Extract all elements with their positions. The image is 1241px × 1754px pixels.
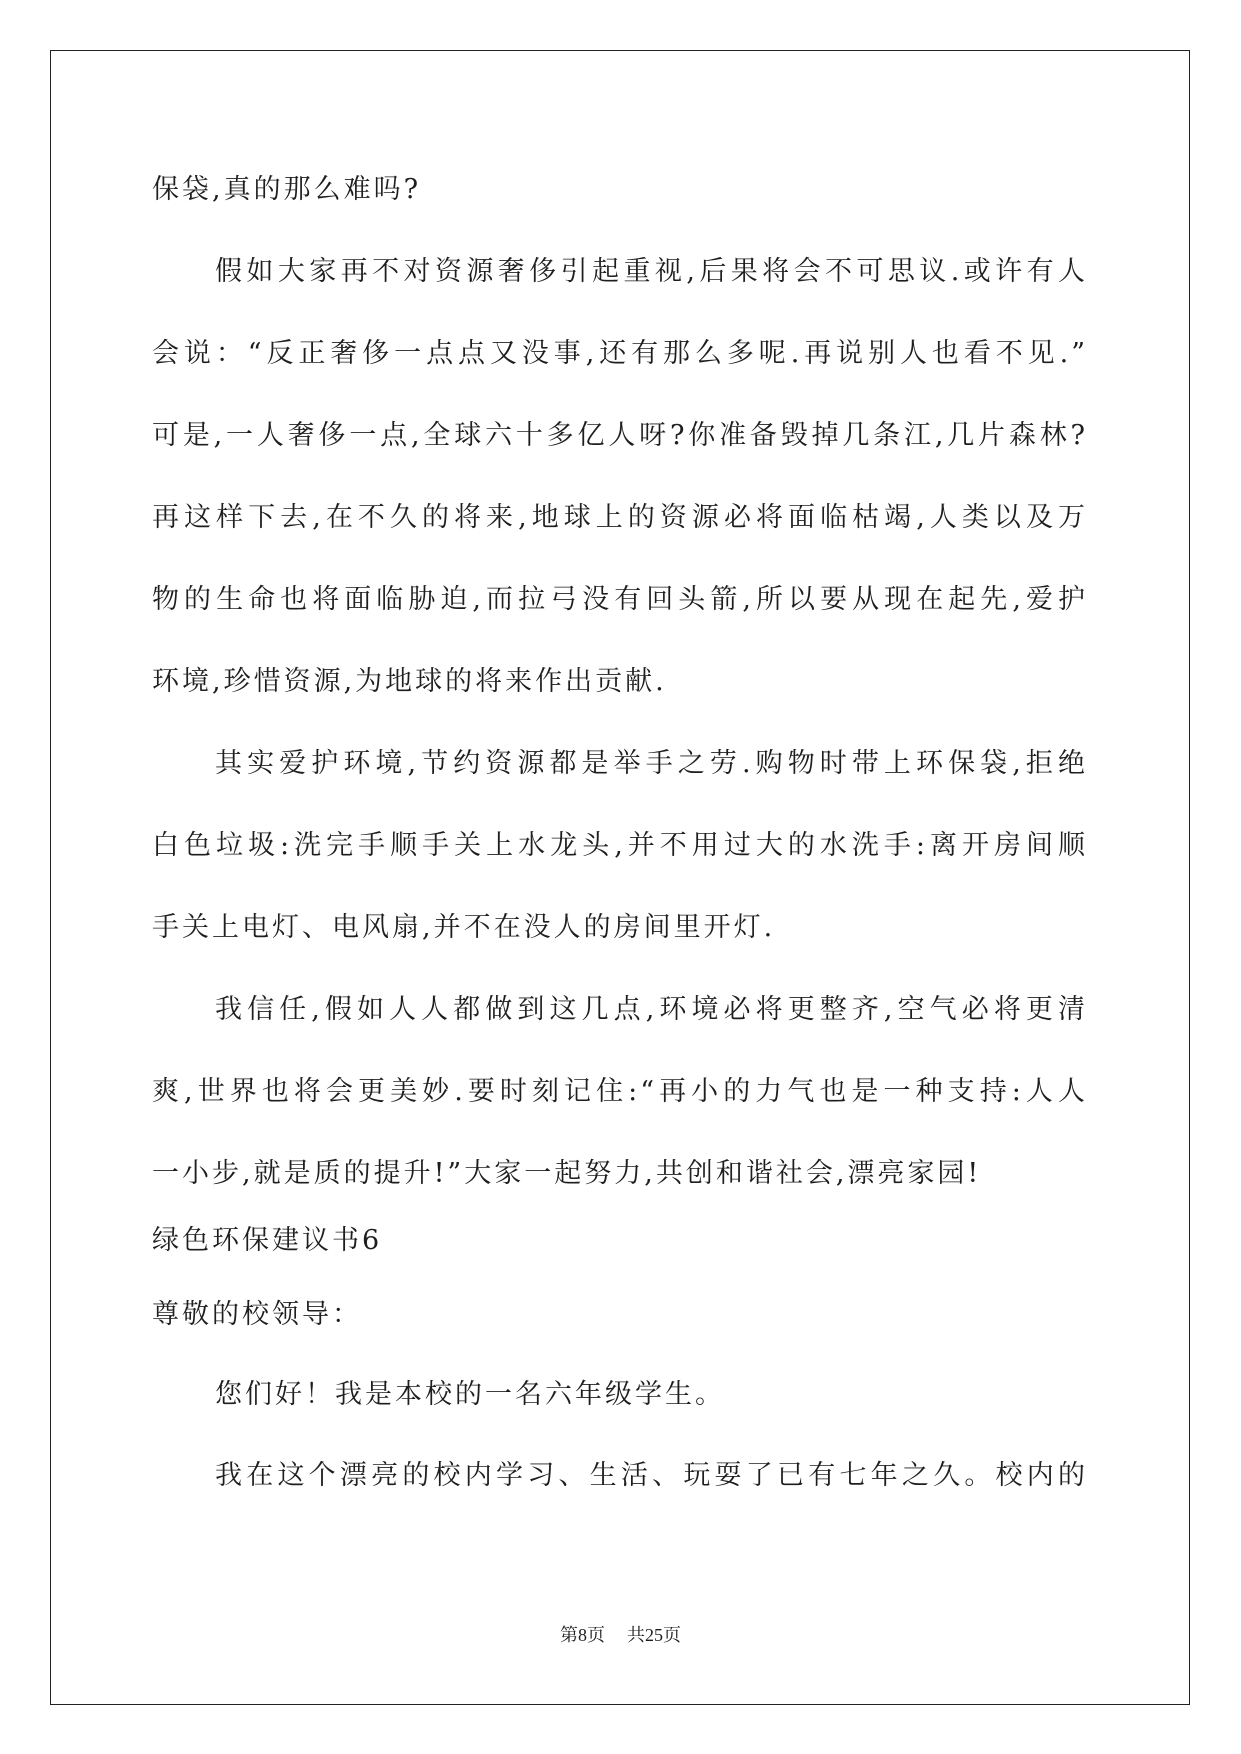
text-line: 手关上电灯、电风扇,并不在没人的房间里开灯. (152, 912, 776, 943)
text-line: 可是,一人奢侈一点,全球六十多亿人呀?你准备毁掉几条江,几片森林? (152, 420, 1088, 451)
greeting-line: 您们好！我是本校的一名六年级学生。 (215, 1379, 725, 1410)
paragraph-first-line: 我在这个漂亮的校内学习、生活、玩耍了已有七年之久。校内的 (215, 1460, 1088, 1491)
text-line: 物的生命也将面临胁迫,而拉弓没有回头箭,所以要从现在起先,爱护 (152, 584, 1088, 615)
page-footer (0, 1622, 1241, 1648)
paragraph-first-line: 其实爱护环境,节约资源都是举手之劳.购物时带上环保袋,拒绝 (215, 748, 1088, 779)
page-total: 共25页 (627, 1625, 681, 1645)
paragraph-first-line: 我信任,假如人人都做到这几点,环境必将更整齐,空气必将更清 (215, 994, 1088, 1025)
text-line: 一小步,就是质的提升!”大家一起努力,共创和谐社会,漂亮家园! (152, 1158, 982, 1189)
text-line: 保袋,真的那么难吗? (152, 174, 422, 205)
body-text (152, 149, 1088, 1215)
paragraph-first-line: 假如大家再不对资源奢侈引起重视,后果将会不可思议.或许有人 (215, 256, 1088, 287)
text-line: 爽,世界也将会更美妙.要时刻记住:“再小的力气也是一种支持:人人 (152, 1076, 1088, 1107)
text-line: 再这样下去,在不久的将来,地球上的资源必将面临枯竭,人类以及万 (152, 502, 1088, 533)
text-line: 白色垃圾:洗完手顺手关上水龙头,并不用过大的水洗手:离开房间顺 (152, 830, 1088, 861)
text-line: 会说：“反正奢侈一点点又没事,还有那么多呢.再说别人也看不见.” (152, 338, 1088, 369)
salutation: 尊敬的校领导： (152, 1299, 362, 1330)
text-line: 环境,珍惜资源,为地球的将来作出贡献. (152, 666, 667, 697)
section-title: 绿色环保建议书6 (152, 1225, 383, 1256)
page-number: 第8页 (560, 1625, 605, 1645)
